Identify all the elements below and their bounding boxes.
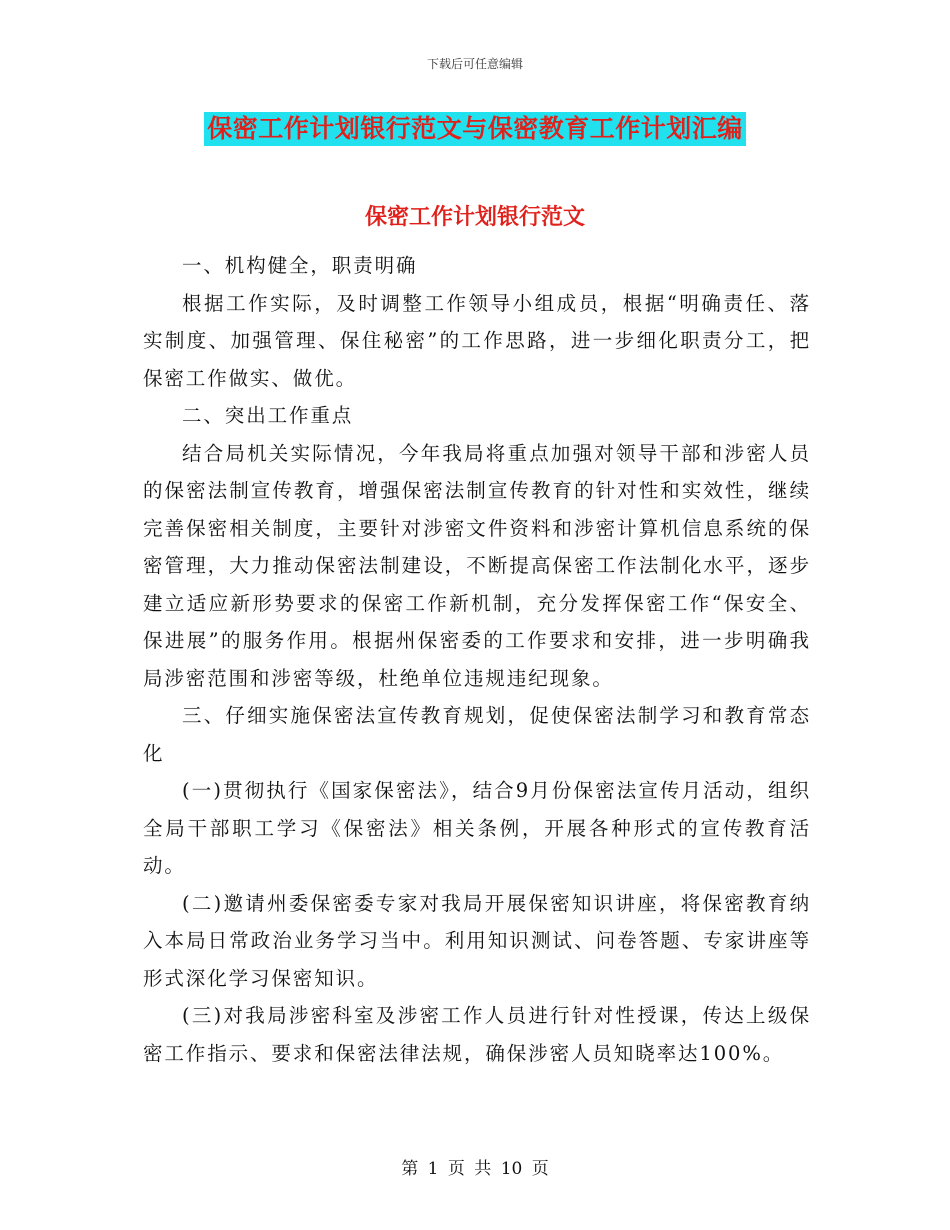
document-body — [143, 247, 811, 1072]
heading-organization: 一、机构健全，职责明确 — [182, 254, 418, 277]
paragraph-item-2: (二)邀请州委保密委专家对我局开展保密知识讲座，将保密教育纳入本局日常政治业务学习当中。利用知识测试、问卷答题、专家讲座等形式深化学习保密知识。 — [143, 891, 811, 990]
paragraph-item-1: (一)贯彻执行《国家保密法》，结合9月份保密法宣传月活动，组织全局干部职工学习《保密法》相关条例，开展各种形式的宣传教育活动。 — [143, 779, 811, 877]
section-title: 保密工作计划银行范文 — [364, 204, 585, 230]
document-title — [0, 112, 950, 146]
document-title-text: 保密工作计划银行范文与保密教育工作计划汇编 — [204, 112, 746, 146]
paragraph: 根据工作实际，及时调整工作领导小组成员，根据“明确责任、落实制度、加强管理、保住秘密”的工作思路，进一步细化职责分工，把保密工作做实、做优。 — [143, 291, 811, 390]
paragraph-item-3: (三)对我局涉密科室及涉密工作人员进行针对性授课，传达上级保密工作指示、要求和保密法律法规，确保涉密人员知晓率达100%。 — [143, 1004, 811, 1065]
heading-key-work: 二、突出工作重点 — [182, 404, 354, 427]
page-number: 第 1 页 共 10 页 — [401, 1159, 549, 1179]
download-note: 下载后可任意编辑 — [426, 57, 523, 71]
heading-education-plan: 三、仔细实施保密法宣传教育规划，促使保密法制学习和教育常态化 — [143, 704, 811, 765]
paragraph: 结合局机关实际情况，今年我局将重点加强对领导干部和涉密人员的保密法制宣传教育，增强保密法制宣传教育的针对性和实效性，继续完善保密相关制度，主要针对涉密文件资料和涉密计算机信息系统的保密管理，大力推动保密法制建设，不断提高保密工作法制化水平，逐步建立适应新形势要求的保密工作新机制，充分发挥保密工作“保安全、保进展”的服务作用。根据州保密委的工作要求和安排，进一步明确我局涉密范围和涉密等级，杜绝单位违规违纪现象。 — [143, 441, 811, 690]
